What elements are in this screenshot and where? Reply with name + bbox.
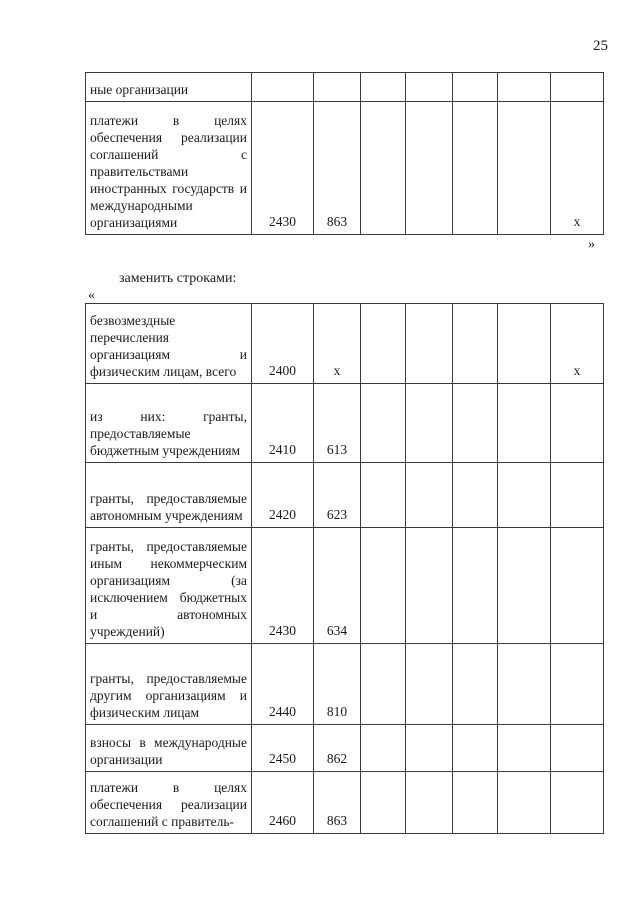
row-kbk: 634 [314, 528, 361, 644]
empty-cell [361, 304, 406, 384]
empty-cell [453, 73, 498, 102]
row-label: ные организации [86, 73, 252, 102]
row-label: гранты, предоставляемые автономным учреждениям [86, 463, 252, 528]
table-row [86, 725, 604, 772]
empty-cell [453, 772, 498, 834]
table-bottom [85, 303, 604, 834]
empty-cell [406, 73, 453, 102]
row-label: платежи в целях обеспечения реализации соглашений с правительствами иностранных государств и международными организациями [86, 102, 252, 235]
row-kbk [314, 73, 361, 102]
empty-cell [406, 528, 453, 644]
row-mark: х [551, 102, 604, 235]
row-kbk: 863 [314, 772, 361, 834]
row-mark [551, 528, 604, 644]
empty-cell [406, 725, 453, 772]
empty-cell [498, 304, 551, 384]
table-row [86, 304, 604, 384]
row-label: гранты, предоставляемые иным некоммерческим организациям (за исключением бюджетных и автономных учреждений) [86, 528, 252, 644]
row-code: 2430 [252, 102, 314, 235]
empty-cell [361, 772, 406, 834]
empty-cell [406, 304, 453, 384]
row-label: взносы в международные организации [86, 725, 252, 772]
table-row [86, 644, 604, 725]
row-code: 2440 [252, 644, 314, 725]
table-top [85, 72, 604, 235]
opening-quote: « [88, 288, 95, 303]
empty-cell [498, 384, 551, 463]
empty-cell [361, 463, 406, 528]
table-row [86, 384, 604, 463]
row-code [252, 73, 314, 102]
empty-cell [361, 102, 406, 235]
row-kbk: 862 [314, 725, 361, 772]
closing-quote: » [588, 237, 595, 252]
row-mark [551, 725, 604, 772]
row-code: 2460 [252, 772, 314, 834]
empty-cell [453, 725, 498, 772]
empty-cell [361, 644, 406, 725]
empty-cell [361, 73, 406, 102]
row-mark [551, 73, 604, 102]
empty-cell [453, 102, 498, 235]
empty-cell [453, 384, 498, 463]
empty-cell [498, 463, 551, 528]
empty-cell [406, 772, 453, 834]
row-code: 2450 [252, 725, 314, 772]
table-row [86, 528, 604, 644]
row-kbk: 863 [314, 102, 361, 235]
table-row [86, 102, 604, 235]
empty-cell [453, 304, 498, 384]
table-row [86, 463, 604, 528]
empty-cell [406, 463, 453, 528]
empty-cell [406, 384, 453, 463]
empty-cell [361, 528, 406, 644]
empty-cell [453, 644, 498, 725]
empty-cell [498, 102, 551, 235]
empty-cell [406, 644, 453, 725]
empty-cell [498, 528, 551, 644]
row-mark [551, 463, 604, 528]
empty-cell [361, 384, 406, 463]
row-label: гранты, предоставляемые другим организациям и физическим лицам [86, 644, 252, 725]
page-number: 25 [593, 38, 608, 54]
empty-cell [498, 73, 551, 102]
empty-cell [498, 772, 551, 834]
row-mark: х [551, 304, 604, 384]
table-row [86, 772, 604, 834]
row-mark [551, 772, 604, 834]
empty-cell [361, 725, 406, 772]
row-code: 2410 [252, 384, 314, 463]
replace-instruction: заменить строками: [119, 271, 237, 286]
row-kbk: 623 [314, 463, 361, 528]
row-code: 2430 [252, 528, 314, 644]
row-kbk: 810 [314, 644, 361, 725]
row-kbk: 613 [314, 384, 361, 463]
row-label: из них: гранты, предоставляемые бюджетным учреждениям [86, 384, 252, 463]
row-kbk: х [314, 304, 361, 384]
empty-cell [453, 528, 498, 644]
table-row [86, 73, 604, 102]
empty-cell [406, 102, 453, 235]
empty-cell [498, 725, 551, 772]
empty-cell [453, 463, 498, 528]
row-mark [551, 644, 604, 725]
row-label: безвозмездные перечисления организациям и физическим лицам, всего [86, 304, 252, 384]
row-code: 2420 [252, 463, 314, 528]
row-label: платежи в целях обеспечения реализации соглашений с правитель- [86, 772, 252, 834]
row-code: 2400 [252, 304, 314, 384]
row-mark [551, 384, 604, 463]
empty-cell [498, 644, 551, 725]
